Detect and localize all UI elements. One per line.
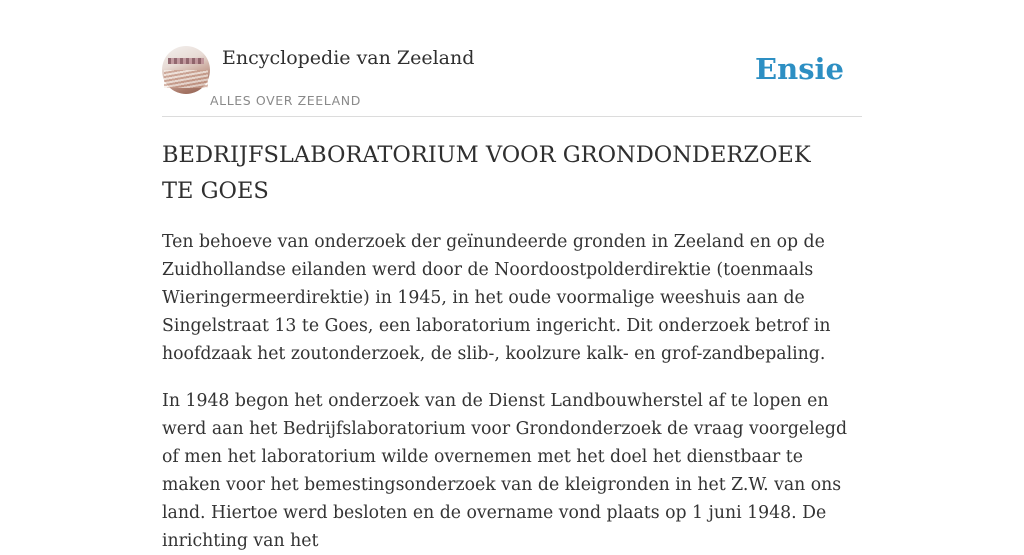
article-paragraph-1: Ten behoeve van onderzoek der geïnundeerde gronden in Zeeland en op de Zuidhollandse eilanden werd door de Noordoostpolderdirektie (toenmaals Wieringermeerdirektie) in 1945, in het oude voormalige weeshuis aan de Singelstraat 13 te Goes, een laboratorium ingericht. Dit onderzoek betrof in hoofdzaak het zoutonderzoek, de slib-, koolzure kalk- en grof-zandbepaling. <box>162 232 831 364</box>
site-subtitle: ALLES OVER ZEELAND <box>210 93 361 108</box>
site-title-link[interactable]: Encyclopedie van Zeeland <box>222 47 475 69</box>
article-paragraph-2: In 1948 begon het onderzoek van de Dienst Landbouwherstel af te lopen en werd aan het Bedrijfslaboratorium voor Grondonderzoek de vraag voorgelegd of men het laboratorium wilde overnemen met het doel het dienstbaar te maken voor het bemestingsonderzoek van de kleigronden in het Z.W. van ons land. Hiertoe werd besloten en de overname vond plaats op 1 juni 1948. De inrichting van het <box>162 391 848 551</box>
avatar-image-detail <box>168 58 204 64</box>
site-avatar[interactable] <box>162 46 210 94</box>
ensie-logo[interactable]: Ensie <box>755 52 844 86</box>
article-title: BEDRIJFSLABORATORIUM VOOR GRONDONDERZOEK TE GOES <box>162 142 811 204</box>
avatar-image-texture <box>164 70 208 88</box>
site-header <box>162 46 862 117</box>
